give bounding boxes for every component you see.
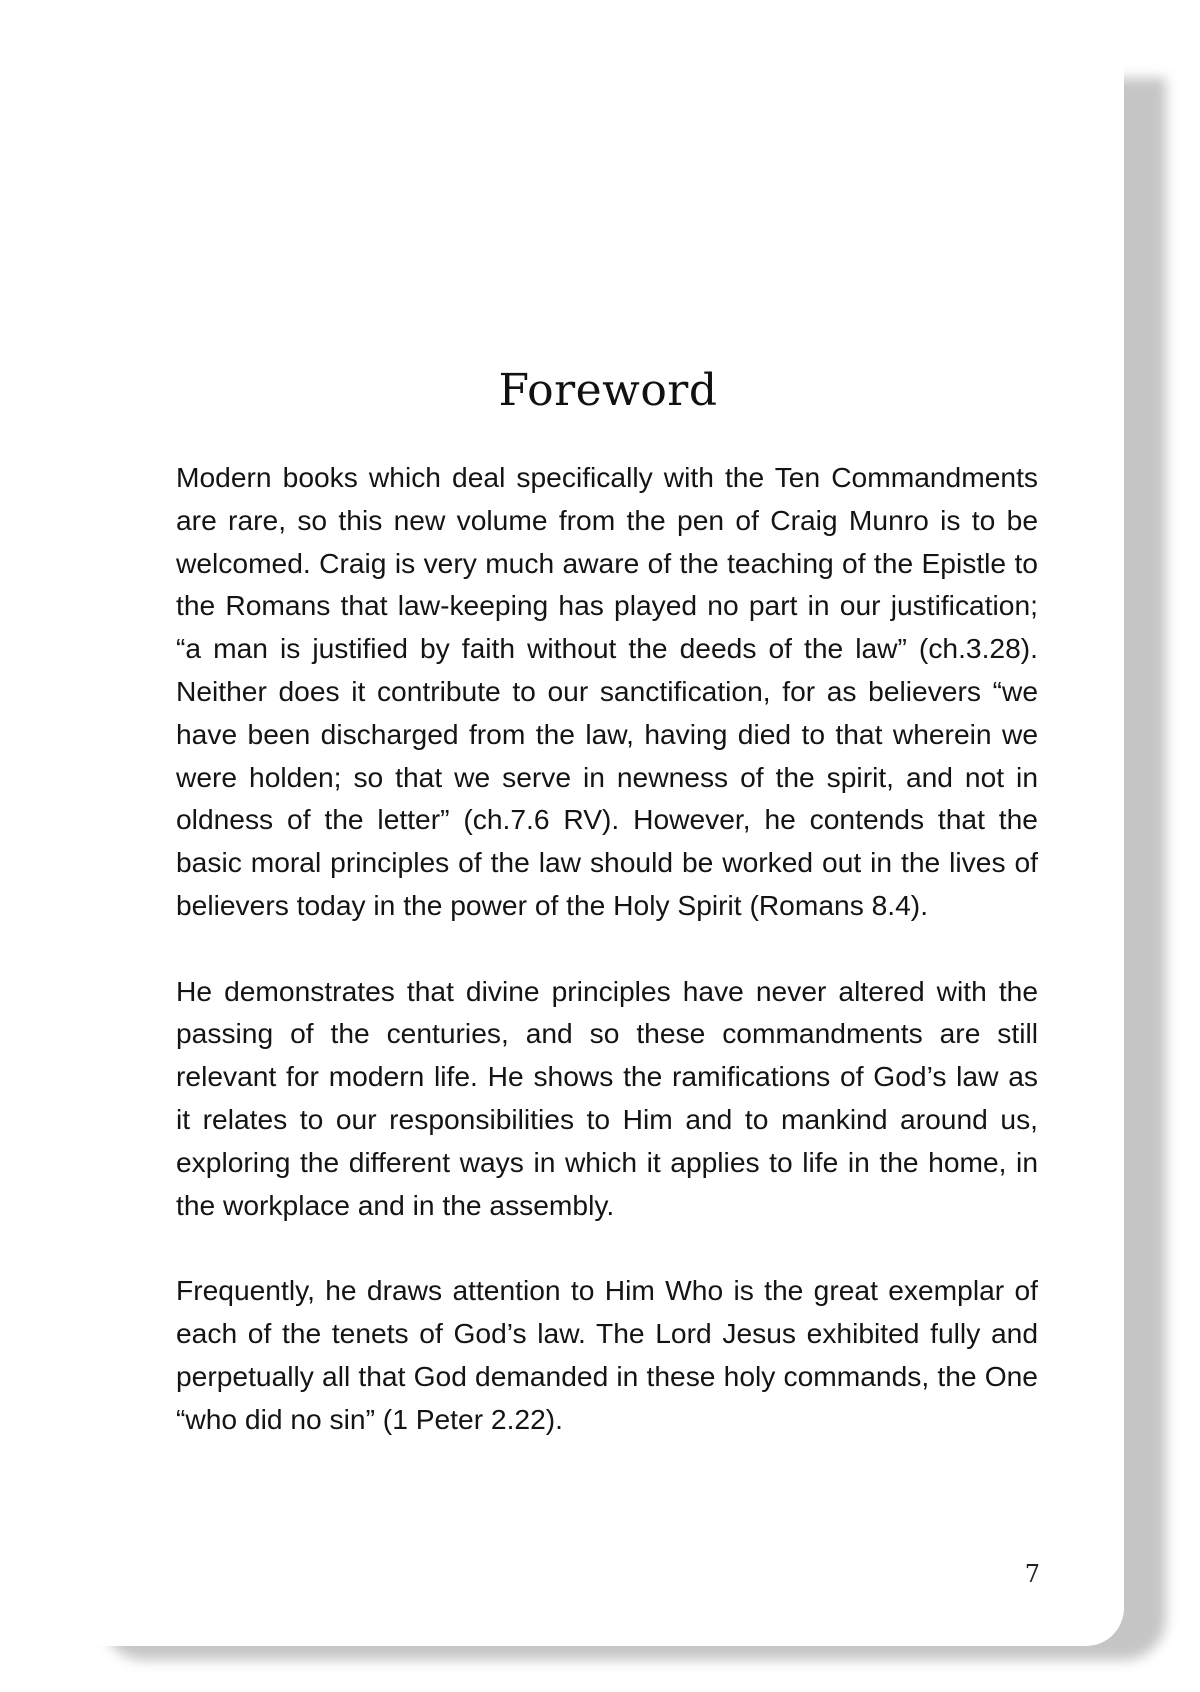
foreword-body xyxy=(176,456,1038,1483)
paragraph-1: Modern books which deal specifically with the Ten Commandments are rare, so this new volume from the pen of Craig Munro is to be welcomed. Craig is very much aware of the teaching of the Epistle to the Romans that law-keeping has played no part in our justification; “a man is justified by faith without the deeds of the law” (ch.3.28). Neither does it contribute to our sanctification, for as believers “we have been discharged from the law, having died to that wherein we were holden; so that we serve in newness of the spirit, and not in oldness of the letter” (ch.7.6 RV). However, he contends that the basic moral principles of the law should be worked out in the lives of believers today in the power of the Holy Spirit (Romans 8.4). xyxy=(176,461,1038,921)
page-number: 7 xyxy=(1024,1560,1040,1588)
page-title: Foreword xyxy=(498,365,718,416)
paragraph-2: He demonstrates that divine principles have never altered with the passing of the centuries, and so these commandments are still relevant for modern life. He shows the ramifications of God’s law as it relates to our responsibilities to Him and to mankind around us, exploring the different ways in which it applies to life in the home, in the workplace and in the assembly. xyxy=(176,974,1038,1221)
paragraph-3: Frequently, he draws attention to Him Who is the great exemplar of each of the tenets of God’s law. The Lord Jesus exhibited fully and perpetually all that God demanded in these holy commands, the One “who did no sin” (1 Peter 2.22). xyxy=(176,1274,1038,1435)
